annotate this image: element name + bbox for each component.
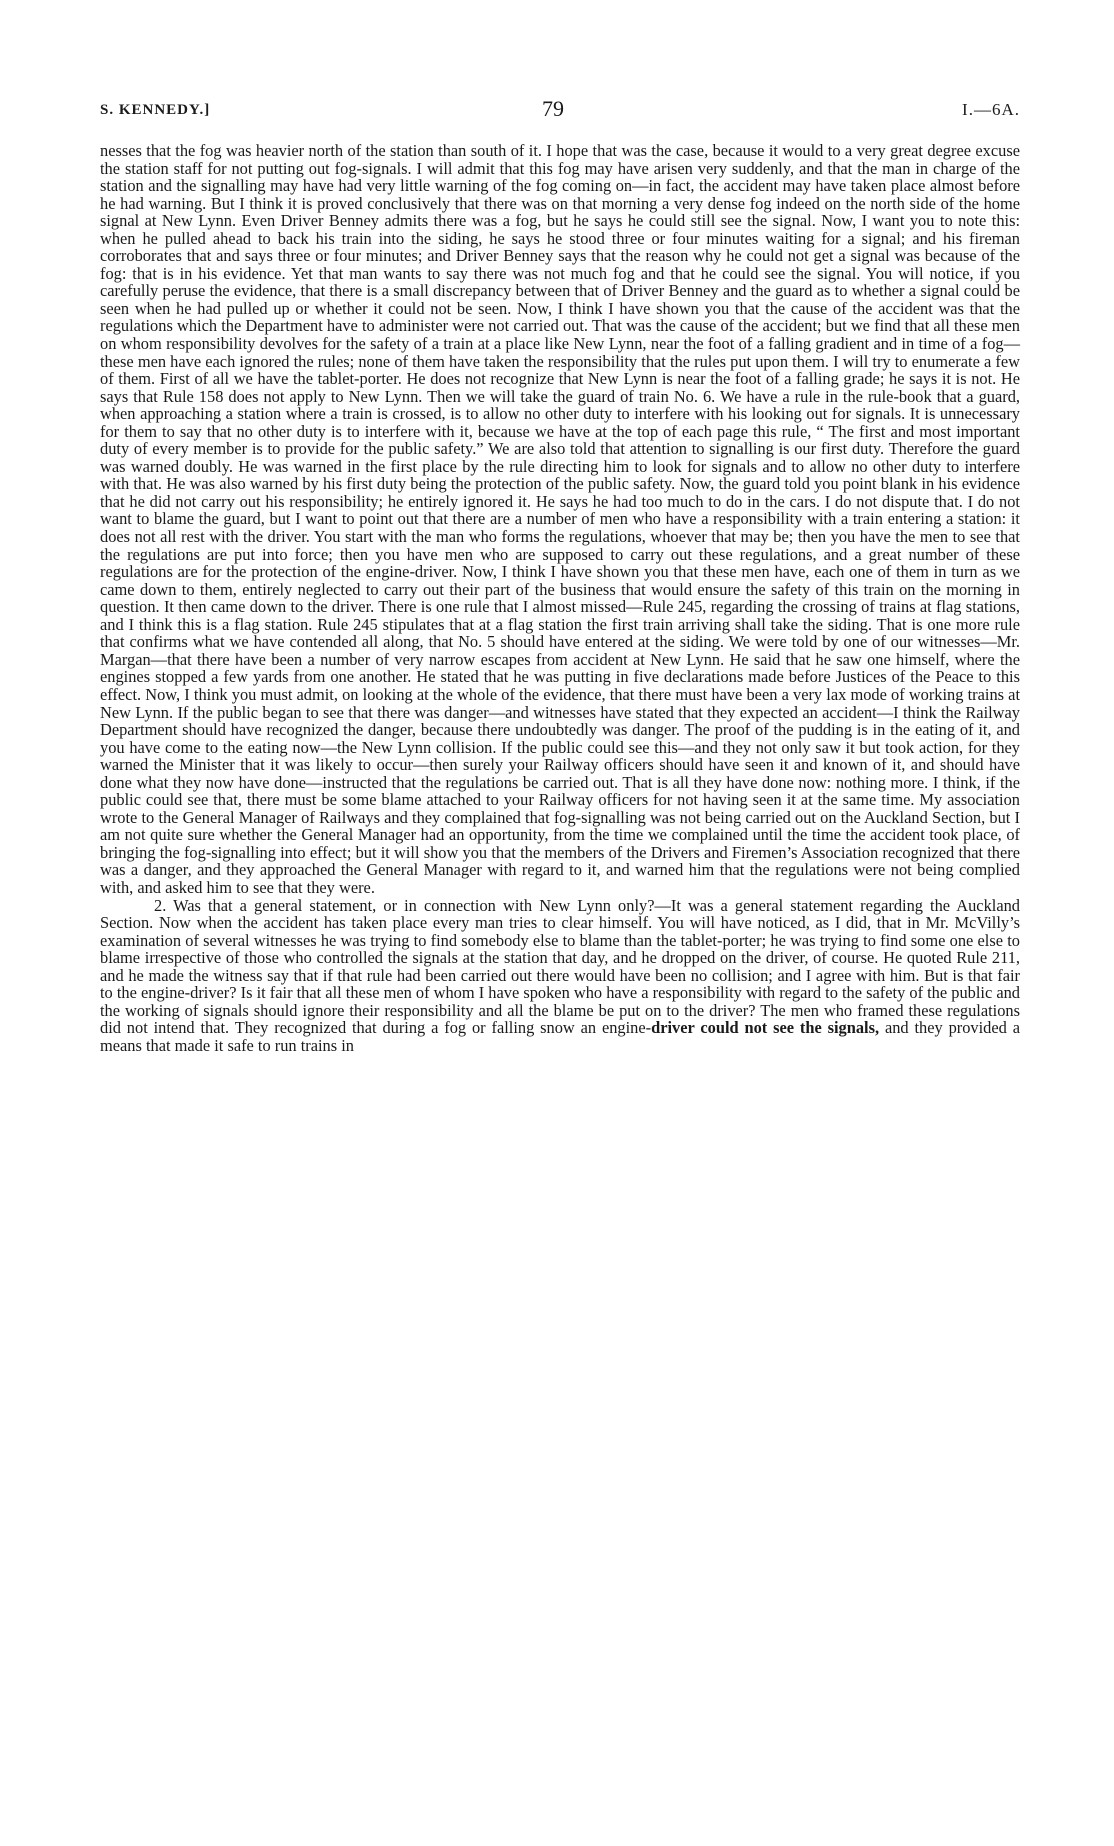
paragraph-2 bbox=[100, 897, 1020, 1055]
page-number: 79 bbox=[542, 96, 564, 121]
page-header bbox=[100, 96, 1020, 126]
paragraph-2-bold-phrase: driver could not see the signals, bbox=[651, 1018, 880, 1038]
header-author: S. KENNEDY.] bbox=[100, 102, 211, 118]
body-text bbox=[100, 142, 1020, 1054]
paragraph-1-text: nesses that the fog was heavier north of the station than south of it. I hope that was the case, because it would to a very great degree excuse the station staff for not putting out fog-signals. I will admit that this fog may have arisen very suddenly, and that the man in charge of the station and the signalling may have had very little warning of the fog coming on—in fact, the accident may have taken place almost before he had warning. But I think it is proved conclusively that there was on that morning a very dense fog indeed on the north side of the home signal at New Lynn. Even Driver Benney admits there was a fog, but he says he could still see the signal. Now, I want you to note this: when he pulled ahead to back his train into the siding, he says he stood three or four minutes waiting for a signal; and his fireman corroborates that and says three or four minutes; and Driver Benney says that the reason why he could not get a signal was because of the fog: that is in his evidence. Yet that man wants to say there was not much fog and that he could see the signal. You will notice, if you carefully peruse the evidence, that there is a small discrepancy between that of Driver Benney and the guard as to whether a signal could be seen when he had pulled up or whether it could not be seen. Now, I think I have shown you that the cause of the accident was that the regulations which the Department have to administer were not carried out. That was the cause of the accident; but we find that all these men on whom responsibility devolves for the safety of a train at a place like New Lynn, near the foot of a falling gradient and in time of a fog—these men have each ignored the rules; none of them have taken the responsibility that the rules put upon them. I will try to enumerate a few of them. First of all we have the tablet-porter. He does not recognize that New Lynn is near the foot of a falling grade; he says it is not. He says that Rule 158 does not apply to New Lynn. Then we will take the guard of train No. 6. We have a rule in the rule-book that a guard, when approaching a station where a train is crossed, is to allow no other duty to interfere with his looking out for signals. It is unnecessary for them to say that no other duty is to interfere with it, because we have at the top of each page this rule, “ The first and most important duty of every member is to provide for the public safety.” We are also told that attention to signalling is our first duty. Therefore the guard was warned doubly. He was warned in the first place by the rule directing him to look for signals and to allow no other duty to interfere with that. He was also warned by his first duty being the protection of the public safety. Now, the guard told you point blank in his evidence that he did not carry out his responsibility; he entirely ignored it. He says he had too much to do in the cars. I do not dispute that. I do not want to blame the guard, but I want to point out that there are a number of men who have a responsibility with a train entering a station: it does not all rest with the driver. You start with the man who forms the regulations, whoever that may be; then you have the men to see that the regulations are put into force; then you have men who are supposed to carry out these regulations, and a great number of these regulations are for the protection of the engine-driver. Now, I think I have shown you that these men have, each one of them in turn as we came down to them, entirely neglected to carry out their part of the business that would ensure the safety of this train on the morning in question. It then came down to the driver. There is one rule that I almost missed—Rule 245, regarding the crossing of trains at flag stations, and I think this is a flag station. Rule 245 stipulates that at a flag station the first train arriving shall take the siding. That is one more rule that confirms what we have contended all along, that No. 5 should have entered at the siding. We were told by one of our witnesses—Mr. Margan—that there have been a number of very narrow escapes from accident at New Lynn. He said that he saw one himself, where the engines stopped a few yards from one another. He stated that he was putting in five declarations made before Justices of the Peace to this effect. Now, I think you must admit, on looking at the whole of the evidence, that there must have been a very lax mode of working trains at New Lynn. If the public began to see that there was danger—and witnesses have stated that they expected an accident—I think the Railway Department should have recognized the danger, because there undoubtedly was danger. The proof of the pudding is in the eating of it, and you have come to the eating now—the New Lynn collision. If the public could see this—and they not only saw it but took action, for they warned the Minister that it was likely to occur—then surely your Railway officers should have seen it and known of it, and should have done what they now have done—instructed that the regulations be carried out. That is all they have done now: nothing more. I think, if the public could see that, there must be some blame attached to your Railway officers for not having seen it at the same time. My association wrote to the General Manager of Railways and they complained that fog-signalling was not being carried out on the Auckland Section, but I am not quite sure whether the General Manager had an opportunity, from the time we complained until the time the accident took place, of bringing the fog-signalling into effect; but it will show you that the members of the Drivers and Firemen’s Association recognized that there was a danger, and they approached the General Manager with regard to it, and warned him that the regulations were not being complied with, and asked him to see that they were. bbox=[100, 141, 1020, 897]
paragraph-2-text: 2. Was that a general statement, or in connection with New Lynn only?—It was a general statement regarding the Auckland Section. Now when the accident has taken place every man tries to clear himself. You will have noticed, as I did, that in Mr. McVilly’s examination of several witnesses he was trying to find somebody else to blame than the tablet-porter; he was trying to find some one else to blame irrespective of those who controlled the signals at the station that day, and he dropped on the driver, of course. He quoted Rule 211, and he made the witness say that if that rule had been carried out there would have been no collision; and I agree with him. But is that fair to the engine-driver? Is it fair that all these men of whom I have spoken who have a responsibility with regard to the safety of the public and the working of signals should ignore their responsibility and all the blame be put on to the driver? The men who framed these regulations did not intend that. They recognized that during a fog or falling snow an engine- bbox=[100, 895, 1020, 1038]
paragraph-1 bbox=[100, 142, 1020, 897]
document-reference: I.—6A. bbox=[962, 100, 1020, 119]
paragraph-2-tail: and they provided a means that made it safe to run trains in bbox=[100, 1018, 1020, 1055]
